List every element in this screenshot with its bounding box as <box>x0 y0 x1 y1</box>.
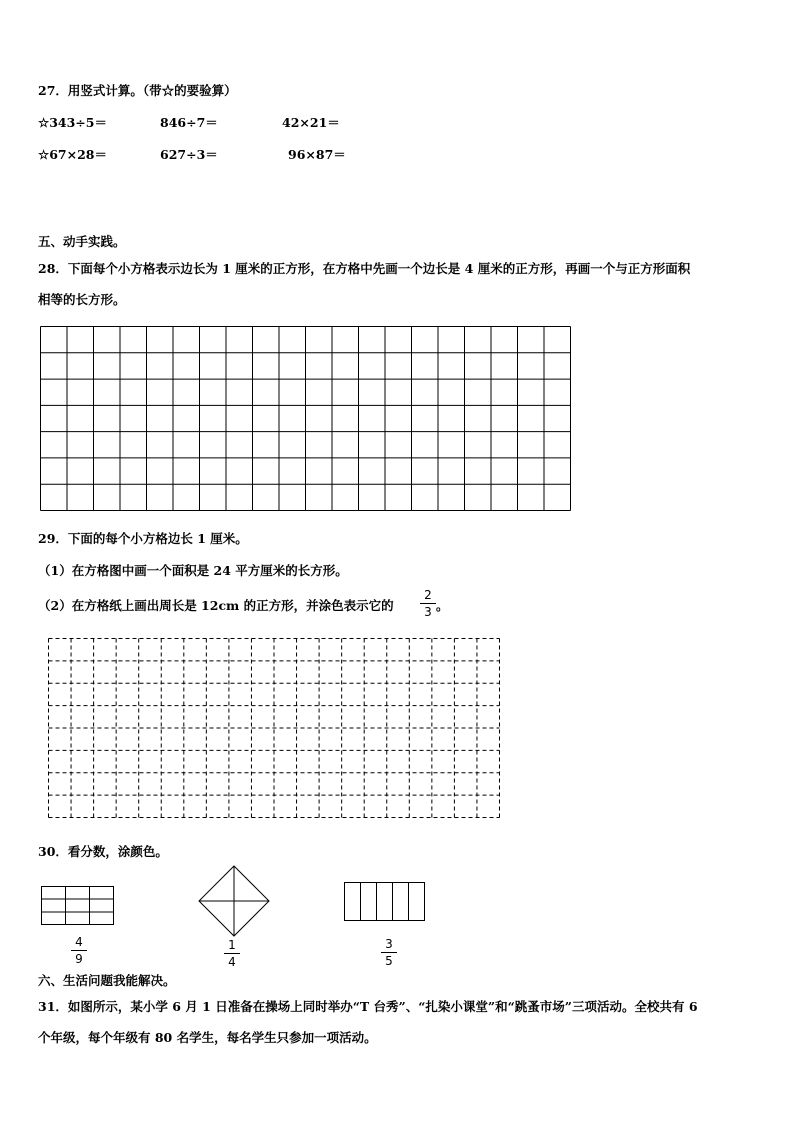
q30-fraction-3 <box>379 937 399 968</box>
q31-text-line2: 个年级，每个年级有 80 名学生，每名学生只参加一项活动。 <box>38 1030 377 1045</box>
q30-fraction-2-numerator: 1 <box>228 938 236 952</box>
q29-part2: （2）在方格纸上画出周长是 12cm 的正方形，并涂色表示它的 <box>38 598 394 613</box>
q30-fraction-1-numerator: 4 <box>75 935 83 949</box>
q27-expr-1: ☆343÷5＝ <box>38 115 107 130</box>
rect-ninths-shape[interactable] <box>41 886 115 926</box>
q30-title: 30．看分数，涂颜色。 <box>38 844 168 859</box>
q27-expr-5: 627÷3＝ <box>160 147 218 162</box>
q28-text-line1: 28．下面每个小方格表示边长为 1 厘米的正方形，在方格中先画一个边长是 4 厘米的正方形，再画一个与正方形面积 <box>38 261 691 276</box>
q29-part1: （1）在方格图中画一个面积是 24 平方厘米的长方形。 <box>38 563 348 578</box>
diamond-quarters-shape[interactable] <box>197 865 271 937</box>
fraction-bar <box>71 950 87 951</box>
q28-text-line2: 相等的长方形。 <box>38 292 126 307</box>
q27-expr-4: ☆67×28＝ <box>38 147 107 162</box>
q27-title: 27．用竖式计算。（带☆的要验算） <box>38 83 237 98</box>
q27-expr-2: 846÷7＝ <box>160 115 218 130</box>
q31-text-line1: 31．如图所示，某小学 6 月 1 日准备在操场上同时举办“T 台秀”、“扎染小课堂”和“跳蚤市场”三项活动。全校共有 6 <box>38 999 698 1014</box>
q27-expr-3: 42×21＝ <box>282 115 340 130</box>
q30-fraction-1-denominator: 9 <box>75 952 83 966</box>
q30-fraction-2 <box>222 938 242 969</box>
q29-dashed-grid[interactable] <box>48 638 500 818</box>
section5-title: 五、动手实践。 <box>38 234 126 249</box>
q29-fraction-numerator: 2 <box>424 588 432 602</box>
q28-solid-grid[interactable] <box>40 326 571 511</box>
q30-fraction-3-denominator: 5 <box>385 954 393 968</box>
fraction-bar <box>224 953 240 954</box>
q29-part2-end: 。 <box>436 598 449 613</box>
rect-fifths-shape[interactable] <box>344 882 426 922</box>
rect-fifths-outline <box>345 883 425 921</box>
rect-ninths-outline <box>42 887 114 925</box>
q29-fraction <box>418 588 438 619</box>
q29-fraction-denominator: 3 <box>424 605 432 619</box>
q27-expr-6: 96×87＝ <box>288 147 346 162</box>
section6-title: 六、生活问题我能解决。 <box>38 973 176 988</box>
q30-fraction-3-numerator: 3 <box>385 937 393 951</box>
q30-fraction-1 <box>69 935 89 966</box>
q30-fraction-2-denominator: 4 <box>228 955 236 969</box>
fraction-bar <box>381 952 397 953</box>
diamond-quarters-outline <box>199 866 269 936</box>
fraction-bar <box>420 603 436 604</box>
q29-title: 29．下面的每个小方格边长 1 厘米。 <box>38 531 248 546</box>
